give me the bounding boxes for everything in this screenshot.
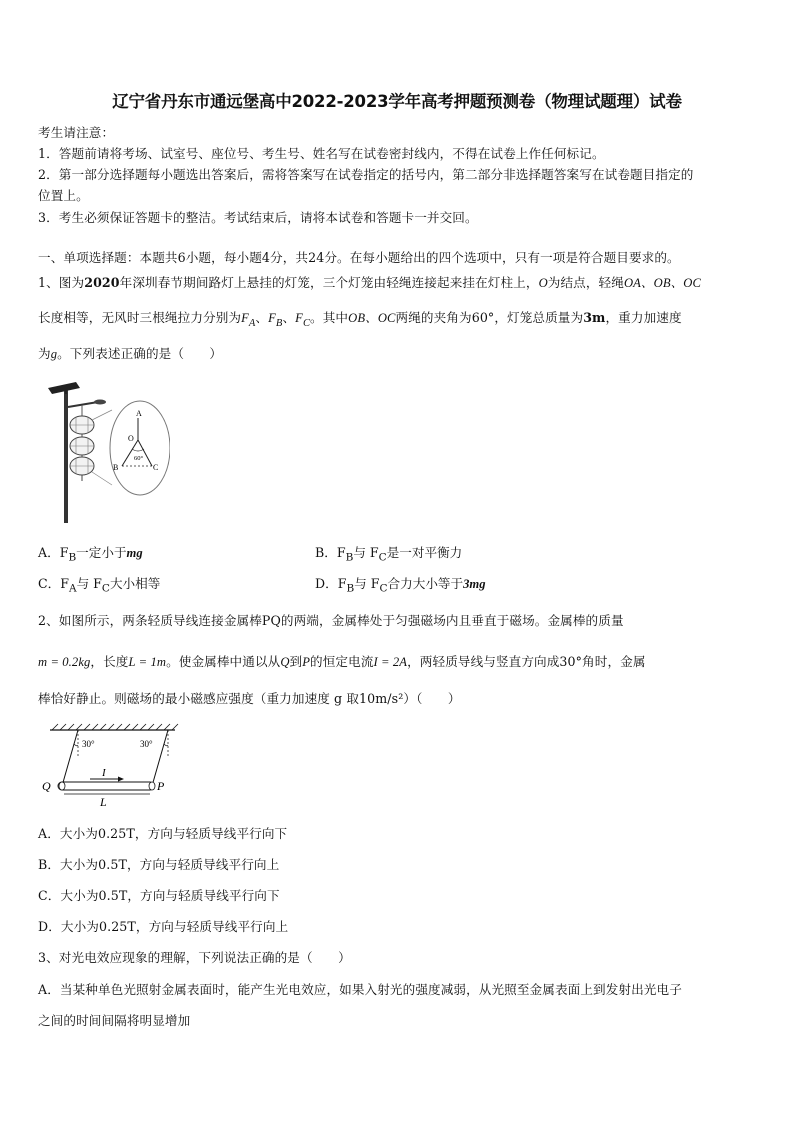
fig2-label-i: I	[102, 767, 106, 779]
conductor-figure	[40, 720, 180, 810]
fig1-label-o: O	[128, 434, 134, 443]
section-heading: 一、单项选择题：本题共6小题，每小题4分，共24分。在每小题给出的四个选项中，只有一项是符合题目要求的。	[38, 250, 680, 265]
notice-item-2: 2．第一部分选择题每小题选出答案后，需将答案写在试卷指定的括号内，第二部分非选择题答案写在试卷题目指定的	[38, 167, 694, 182]
fig1-label-b: B	[113, 463, 119, 472]
fig2-label-p: P	[157, 779, 165, 793]
fig2-label-l: L	[100, 795, 107, 809]
q1-stem-line3: 为g。下列表述正确的是（ ）	[38, 346, 223, 361]
notice-item-1: 1．答题前请将考场、试室号、座位号、考生号、姓名写在试卷密封线内，不得在试卷上作任何标记。	[38, 146, 605, 161]
q1-stem-line1: 1、图为2020年深圳春节期间路灯上悬挂的灯笼，三个灯笼由轻绳连接起来挂在灯柱上，O为结点，轻绳OA、OB、OC	[38, 275, 701, 290]
q2-stem-line1: 2、如图所示，两条轻质导线连接金属棒PQ的两端，金属棒处于匀强磁场内且垂直于磁场。金属棒的质量	[38, 613, 624, 628]
q1-option-d[interactable]: D．$F_B$与 $F_C$合力大小等于3mg	[315, 576, 486, 595]
q1-stem-line2: 长度相等，无风时三根绳拉力分别为$F_A$、$F_B$、$F_C$。其中OB、OC两绳的夹角为60°，灯笼总质量为3m，重力加速度	[38, 310, 682, 329]
q3-option-a-line2[interactable]: 之间的时间间隔将明显增加	[38, 1013, 191, 1028]
notice-heading: 考生请注意：	[38, 125, 115, 140]
notice-item-2-cont: 位置上。	[38, 188, 89, 203]
q1-option-b[interactable]: B．$F_B$与 $F_C$是一对平衡力	[315, 545, 463, 564]
q3-option-a-line1[interactable]: A．当某种单色光照射金属表面时，能产生光电效应，如果入射光的强度减弱，从光照至金属表面上到发射出光电子	[38, 982, 682, 997]
q3-stem: 3、对光电效应现象的理解，下列说法正确的是（ ）	[38, 950, 351, 965]
notice-item-3: 3．考生必须保证答题卡的整洁。考试结束后，请将本试卷和答题卡一并交回。	[38, 210, 478, 225]
fig2-angle-left: 30°	[82, 739, 95, 749]
q1-option-c[interactable]: C．$F_A$与 $F_C$大小相等	[38, 576, 161, 595]
page-title: 辽宁省丹东市通远堡高中2022-2023学年高考押题预测卷（物理试题理）试卷	[112, 92, 682, 111]
lantern-figure	[40, 380, 170, 525]
q2-option-b[interactable]: B．大小为0.5T，方向与轻质导线平行向上	[38, 857, 280, 872]
fig1-label-angle: 60°	[134, 455, 144, 462]
fig2-label-q: Q	[42, 779, 51, 793]
fig1-label-a: A	[136, 409, 142, 418]
fig1-label-c: C	[153, 463, 159, 472]
q2-option-c[interactable]: C．大小为0.5T，方向与轻质导线平行向下	[38, 888, 280, 903]
q2-stem-line3: 棒恰好静止。则磁场的最小磁感应强度（重力加速度 g 取10m/s²）（ ）	[38, 691, 461, 706]
q1-option-a[interactable]: A．$F_B$一定小于mg	[38, 545, 143, 564]
fig2-angle-right: 30°	[140, 739, 153, 749]
q2-stem-line2: m = 0.2kg，长度L = 1m。使金属棒中通以从Q到P的恒定电流I = 2A，两轻质导线与竖直方向成30°角时，金属	[38, 654, 646, 669]
q2-option-d[interactable]: D．大小为0.25T，方向与轻质导线平行向上	[38, 919, 289, 934]
q2-option-a[interactable]: A．大小为0.25T，方向与轻质导线平行向下	[38, 826, 288, 841]
